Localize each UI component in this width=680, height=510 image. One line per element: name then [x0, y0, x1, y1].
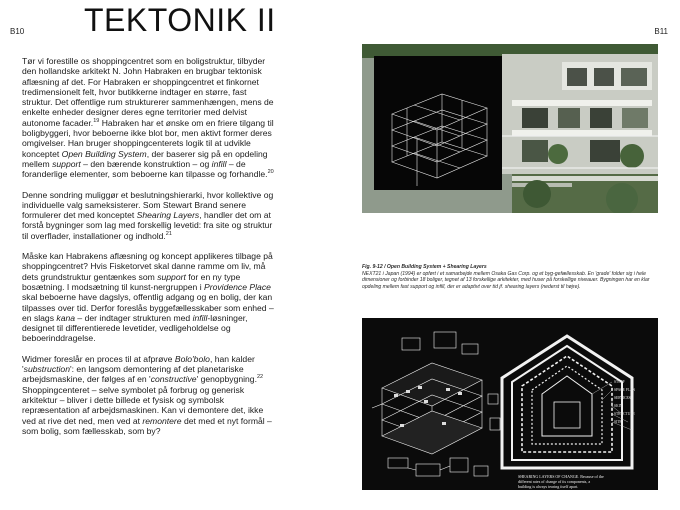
text-run: Habraken har et ønske om en friere tilgang til boligbyggeri, hvor beboerne ikke blot bor, men aktivt former deres omgivelser. Han bruger shoppingcenterets logik til at udvikle konceptet	[22, 117, 274, 159]
emphasis: infill	[192, 312, 208, 323]
footnote-ref: 19	[93, 117, 100, 124]
text-run: Widmer foreslår en proces til at afprøve	[22, 353, 175, 364]
text-run: Tør vi forestille os shoppingcentret som en boligstruktur, tilbyder den hollandske arkitekt N. John Habraken en brugbar tektonisk aflæsning af det. For Habraken er shoppingcentret et finkornet tredimensionelt felt, hvor butikkerne indtager en større, fast struktur. Det offentlige rum strukturerer sammenhængen, mens de enkelte enheder designer deres egne territorier med delvist autonome facader.	[22, 56, 274, 128]
chapter-title: TEKTONIK II	[84, 2, 276, 38]
text-run: Shoppingcenteret – selve symbolet på forbrug og generisk arkitektur – bliver i dette billede et fysisk og symbolsk repræsentation af arbejdsmaskinen. Kan vi demontere det, ikke ved at rive det ned, men ved at	[22, 384, 264, 426]
text-run: Denne sondring muliggør et beslutningshierarki, hvor kollektive og individuelle valg sameksisterer. Som Stewart Brand senere formulerer det med konceptet	[22, 189, 274, 221]
page-number-right: B11	[654, 27, 668, 36]
body-text-column	[22, 56, 274, 446]
layer-label: SITE	[614, 420, 622, 424]
diagram-caption-line: different rates of change of its components, a	[518, 479, 591, 484]
emphasis: constructive	[150, 374, 197, 385]
footnote-ref: 22	[256, 374, 264, 381]
emphasis: Open Building System	[61, 148, 147, 159]
building-photo	[362, 44, 658, 213]
text-run: det med et nyt formål – som bolig, som fællesskab, som by?	[22, 415, 272, 436]
shearing-layers-figure	[362, 318, 658, 490]
text-run: ': en langsom demontering af det planetariske arbejdsmaskine, der følges af en '	[22, 364, 244, 385]
figure-caption	[362, 264, 658, 290]
layer-label: STUFF	[614, 380, 625, 384]
emphasis: substruction	[23, 364, 70, 375]
layer-label: STRUCTURE	[614, 412, 635, 416]
caption-title: Fig. 9-12 / Open Building System + Shearing Layers	[362, 264, 487, 270]
text-run: ' genopbygning.	[196, 374, 257, 385]
layer-label: SERVICES	[614, 396, 631, 400]
emphasis: Providence Place	[204, 281, 271, 292]
emphasis: support	[157, 271, 186, 282]
text-run: for en ny type bosætning. I modsætning til kunst-nergruppen i	[22, 271, 241, 292]
diagram-caption-line: building is always tearing itself apart.	[518, 484, 579, 489]
text-run: -løsninger, designet til differentierede levetider, vedligeholdelse og beboerinddragelse.	[22, 312, 248, 344]
text-run: , handler det om at forstå bygninger som lag med forskellig levetid: fra site og struktur til overflader, installationer og indhold.	[22, 210, 273, 241]
emphasis: Shearing Layers	[136, 210, 200, 221]
emphasis: Bolo'bolo	[174, 353, 210, 364]
paragraph-1	[22, 56, 274, 180]
text-run: , han kalder '	[22, 353, 255, 375]
caption-text: NEXT21 i Japan (1994) er opført i et samarbejde mellem Osaka Gas Corp. og et byg-gefællesskab. En 'grade' folder sig i hele dimensioner og forbinder 18 boliger, tegnet af 13 forskellige arkitekter, med huser på forskellige niveauer. Bygningen har en klar opdeling mellem fast support og infill, der er adaptivt over tid jf. shearing layers (nederst til højre).	[362, 270, 650, 290]
emphasis: remontere	[142, 415, 182, 426]
text-run: – den bærende konstruktion – og	[80, 158, 212, 169]
layer-label: SKIN	[614, 404, 623, 408]
paragraph-4	[22, 354, 274, 436]
diagram-caption-line: SHEARING LAYERS OF CHANGE. Because of the	[518, 474, 604, 479]
text-run: , der baserer sig på en opdeling mellem	[22, 148, 268, 169]
text-run: skal beboerne have dagslys, offentlig adgang og en bolig, der kan tilpasses over tid. Derfor foreslås byggefællesskaber som enhed – en slags	[22, 292, 274, 323]
isometric-and-layers-diagram	[362, 318, 658, 490]
text-run: Måske kan Habrakens aflæsning og koncept applikeres tilbage på shoppingcentret? Hvis Fisketorvet skal danne ramme om liv, må dets grundstruktur gentænkes som	[22, 251, 273, 282]
emphasis: kana	[56, 312, 76, 323]
building-photo-illustration	[362, 44, 658, 213]
text-run: – der indtager strukturen med	[75, 312, 193, 323]
paragraph-3	[22, 251, 274, 344]
layer-label: SPACE PLAN	[614, 388, 636, 392]
emphasis: infill	[211, 158, 227, 169]
page-number-left: B10	[10, 27, 25, 36]
paragraph-2	[22, 190, 274, 241]
text-run: – de foranderlige elementer, som beboerne kan tilpasse og forhandle.	[22, 158, 268, 180]
footnote-ref: 20	[267, 169, 274, 176]
emphasis: support	[52, 158, 81, 169]
footnote-ref: 21	[165, 230, 172, 237]
